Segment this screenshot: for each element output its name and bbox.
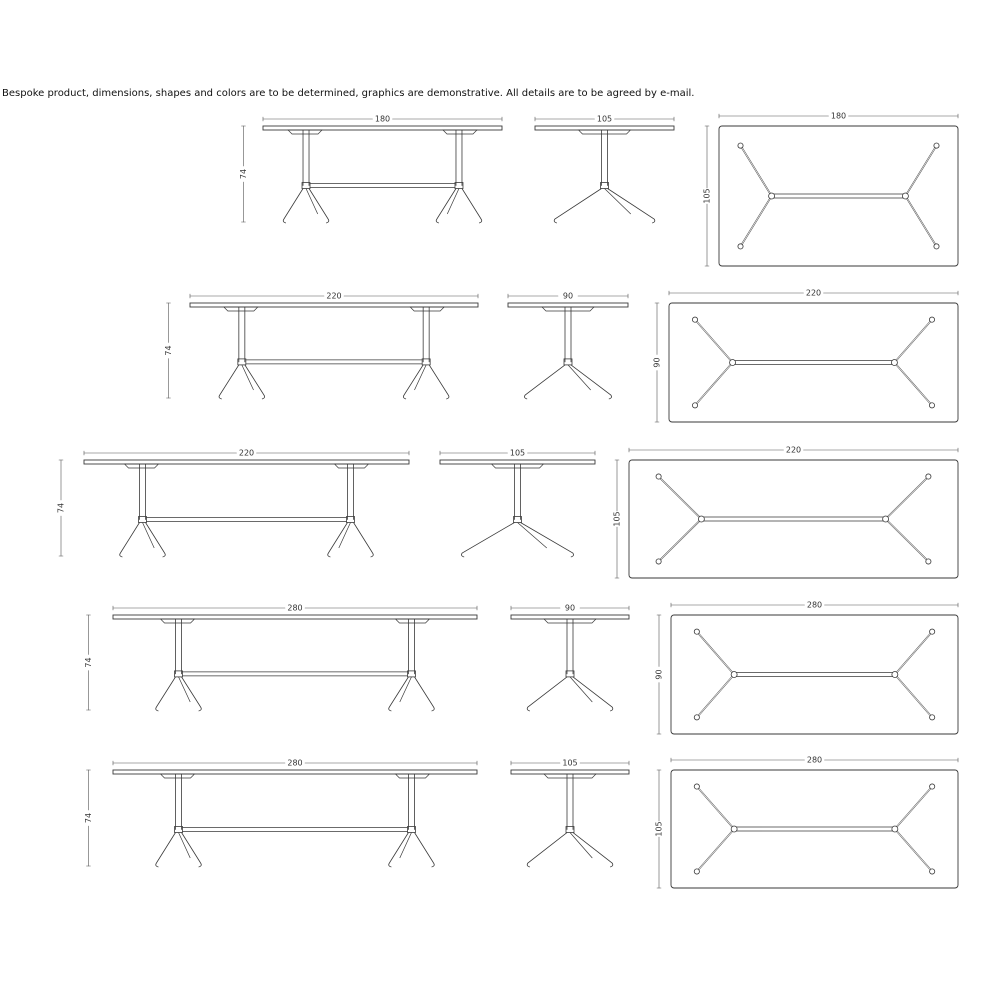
table-variant-row	[84, 756, 958, 889]
top-bracket	[224, 307, 258, 311]
dimension-label: 220	[238, 448, 255, 458]
leg-hub	[731, 672, 737, 678]
table-top-outline	[669, 303, 958, 422]
foot-leg-inner	[886, 519, 929, 561]
foot-leg-inner	[695, 363, 733, 406]
top-bracket	[443, 130, 477, 134]
dimension-label: 74	[163, 345, 173, 356]
top-bracket	[579, 130, 631, 134]
plan-view	[655, 756, 959, 889]
dimension-label: 74	[83, 812, 93, 824]
table-top-outline	[629, 460, 958, 578]
top-bracket	[410, 307, 444, 311]
table-top	[508, 303, 628, 307]
foot-leg-inner	[697, 632, 734, 675]
dimension-label: 220	[326, 291, 342, 301]
table-top-outline	[671, 770, 958, 888]
dimension-label: 105	[562, 758, 578, 768]
foot-leg	[462, 189, 482, 223]
height-dimension	[57, 460, 66, 556]
plan-width-dimension	[655, 615, 664, 734]
pedestal-right	[389, 619, 435, 711]
leg-hub	[698, 516, 704, 522]
table-variant-row	[57, 446, 959, 579]
pedestal-center	[527, 619, 613, 711]
dimension-label: 105	[612, 511, 622, 527]
pedestal-center	[554, 130, 655, 223]
foot-leg	[573, 677, 613, 711]
pedestal-right	[389, 774, 435, 867]
foot-glide	[692, 403, 697, 408]
width-dimension	[511, 759, 629, 768]
pedestal-center	[524, 307, 611, 399]
foot-leg-inner	[905, 146, 936, 196]
height-dimension	[164, 303, 173, 398]
pedestal-right	[328, 464, 374, 557]
plan-width-dimension	[703, 126, 712, 266]
foot-glide	[930, 869, 935, 874]
foot-leg-inner	[894, 363, 932, 406]
end-view	[440, 449, 595, 558]
height-dimension	[239, 126, 248, 222]
dimension-label: 280	[806, 600, 823, 610]
foot-leg	[120, 523, 140, 557]
top-bracket	[544, 774, 596, 778]
top-bracket	[161, 619, 195, 623]
width-dimension	[440, 449, 595, 458]
pedestal-left	[120, 464, 166, 557]
length-dimension	[113, 759, 477, 768]
dimension-label: 105	[654, 821, 664, 837]
foot-leg	[414, 677, 434, 711]
top-bracket	[335, 464, 369, 468]
dimension-label: 90	[652, 357, 662, 368]
foot-leg	[156, 677, 176, 711]
dimension-label: 90	[654, 669, 664, 680]
table-top	[190, 303, 478, 307]
dimension-label: 180	[830, 111, 847, 121]
plan-width-dimension	[655, 770, 664, 888]
foot-leg	[554, 189, 601, 223]
foot-glide	[934, 244, 939, 249]
foot-leg	[328, 523, 348, 557]
dimension-label: 74	[56, 502, 66, 514]
foot-leg	[389, 677, 409, 711]
foot-glide	[694, 629, 699, 634]
table-top	[511, 615, 629, 619]
foot-leg	[524, 365, 565, 399]
dimension-label: 105	[509, 448, 526, 458]
table-top-outline	[719, 126, 958, 266]
dimension-label: 105	[702, 188, 712, 204]
plan-view	[653, 289, 959, 423]
dimension-label: 280	[806, 755, 823, 765]
plan-length-dimension	[671, 601, 958, 610]
leg-hub	[891, 360, 897, 366]
foot-glide	[656, 474, 661, 479]
foot-leg	[146, 523, 166, 557]
top-bracket	[395, 774, 429, 778]
foot-glide	[930, 629, 935, 634]
foot-glide	[738, 244, 743, 249]
side-view	[57, 449, 410, 558]
top-bracket	[544, 619, 596, 623]
table-top	[263, 126, 502, 130]
leg-hub	[769, 193, 775, 199]
top-bracket	[395, 619, 429, 623]
foot-leg-inner	[895, 632, 932, 675]
pedestal-left	[219, 307, 265, 399]
disclaimer-text: Bespoke product, dimensions, shapes and colors are to be determined, graphics are demonstrative. All details are to be agreed by e-mail.	[2, 88, 695, 99]
plan-view	[703, 112, 959, 267]
width-dimension	[508, 292, 628, 301]
dimension-label: 90	[564, 603, 576, 613]
dimension-label: 220	[785, 445, 802, 455]
foot-glide	[926, 474, 931, 479]
length-dimension	[113, 604, 477, 613]
foot-leg	[571, 365, 612, 399]
dimension-label: 74	[83, 657, 93, 668]
foot-leg	[156, 833, 176, 867]
foot-leg-inner	[895, 829, 932, 871]
top-bracket	[288, 130, 322, 134]
side-view	[84, 604, 477, 712]
foot-glide	[926, 559, 931, 564]
foot-glide	[656, 559, 661, 564]
foot-glide	[930, 784, 935, 789]
top-bracket	[125, 464, 159, 468]
foot-leg	[309, 189, 329, 223]
plan-width-dimension	[653, 303, 662, 422]
foot-leg	[436, 189, 456, 223]
foot-glide	[934, 143, 939, 148]
foot-leg-inner	[886, 477, 929, 519]
foot-leg-inner	[697, 829, 734, 871]
foot-leg-inner	[659, 477, 702, 519]
dimension-label: 180	[374, 114, 391, 124]
top-bracket	[161, 774, 195, 778]
foot-leg	[403, 365, 423, 399]
foot-leg-inner	[894, 320, 932, 363]
table-top	[535, 126, 674, 130]
foot-glide	[930, 715, 935, 720]
plan-view	[613, 446, 959, 579]
table-top	[440, 460, 595, 464]
length-dimension	[84, 449, 409, 458]
foot-leg-inner	[697, 787, 734, 829]
dimension-label: 90	[562, 291, 574, 301]
foot-leg	[573, 833, 613, 867]
leg-hub	[892, 672, 898, 678]
foot-leg	[414, 833, 434, 867]
foot-leg	[527, 677, 567, 711]
end-view	[508, 292, 628, 400]
dimension-label: 220	[805, 288, 822, 298]
pedestal-center	[527, 774, 613, 867]
table-top	[84, 460, 409, 464]
end-view	[511, 604, 629, 712]
dimension-label: 105	[596, 114, 613, 124]
foot-leg	[245, 365, 265, 399]
dimension-label: 280	[287, 603, 303, 613]
plan-width-dimension	[613, 460, 622, 578]
pedestal-center	[461, 464, 573, 557]
table-top-outline	[671, 615, 958, 734]
foot-leg	[429, 365, 449, 399]
table-top	[113, 615, 477, 619]
foot-leg-inner	[905, 196, 936, 246]
foot-leg-inner	[895, 675, 932, 718]
leg-hub	[892, 826, 898, 832]
table-variant-row	[84, 601, 958, 735]
foot-glide	[929, 317, 934, 322]
width-dimension	[511, 604, 629, 613]
length-dimension	[263, 115, 502, 124]
plan-length-dimension	[629, 446, 958, 455]
foot-leg-inner	[697, 675, 734, 718]
foot-leg	[527, 833, 567, 867]
plan-length-dimension	[671, 756, 958, 765]
side-view	[239, 115, 502, 224]
foot-leg	[182, 833, 202, 867]
leg-hub	[731, 826, 737, 832]
pedestal-left	[156, 774, 202, 867]
foot-leg-inner	[659, 519, 702, 561]
dimension-label: 74	[238, 168, 248, 180]
table-variant-row	[164, 289, 958, 423]
side-view	[164, 292, 478, 400]
top-bracket	[492, 464, 544, 468]
leg-hub	[902, 193, 908, 199]
foot-glide	[694, 715, 699, 720]
foot-leg	[389, 833, 409, 867]
table-variant-row	[239, 112, 958, 267]
leg-hub	[730, 360, 736, 366]
foot-glide	[694, 784, 699, 789]
foot-leg-inner	[895, 787, 932, 829]
plan-view	[655, 601, 959, 735]
foot-glide	[738, 143, 743, 148]
foot-glide	[692, 317, 697, 322]
top-bracket	[542, 307, 594, 311]
foot-leg	[283, 189, 303, 223]
side-view	[84, 759, 477, 868]
foot-leg	[521, 523, 574, 557]
width-dimension	[535, 115, 674, 124]
pedestal-left	[156, 619, 202, 711]
dimension-label: 280	[287, 758, 303, 768]
table-top	[511, 770, 629, 774]
height-dimension	[84, 615, 93, 710]
foot-glide	[694, 869, 699, 874]
end-view	[511, 759, 629, 868]
foot-leg	[182, 677, 202, 711]
foot-leg	[354, 523, 374, 557]
pedestal-left	[283, 130, 329, 223]
foot-glide	[929, 403, 934, 408]
foot-leg	[461, 523, 514, 557]
foot-leg-inner	[741, 196, 772, 246]
height-dimension	[84, 770, 93, 866]
pedestal-right	[403, 307, 449, 399]
plan-length-dimension	[669, 289, 958, 298]
foot-leg-inner	[741, 146, 772, 196]
end-view	[535, 115, 674, 224]
foot-leg	[219, 365, 239, 399]
leg-hub	[883, 516, 889, 522]
plan-length-dimension	[719, 112, 958, 121]
foot-leg	[608, 189, 655, 223]
length-dimension	[190, 292, 478, 301]
table-top	[113, 770, 477, 774]
pedestal-right	[436, 130, 482, 223]
foot-leg-inner	[695, 320, 733, 363]
